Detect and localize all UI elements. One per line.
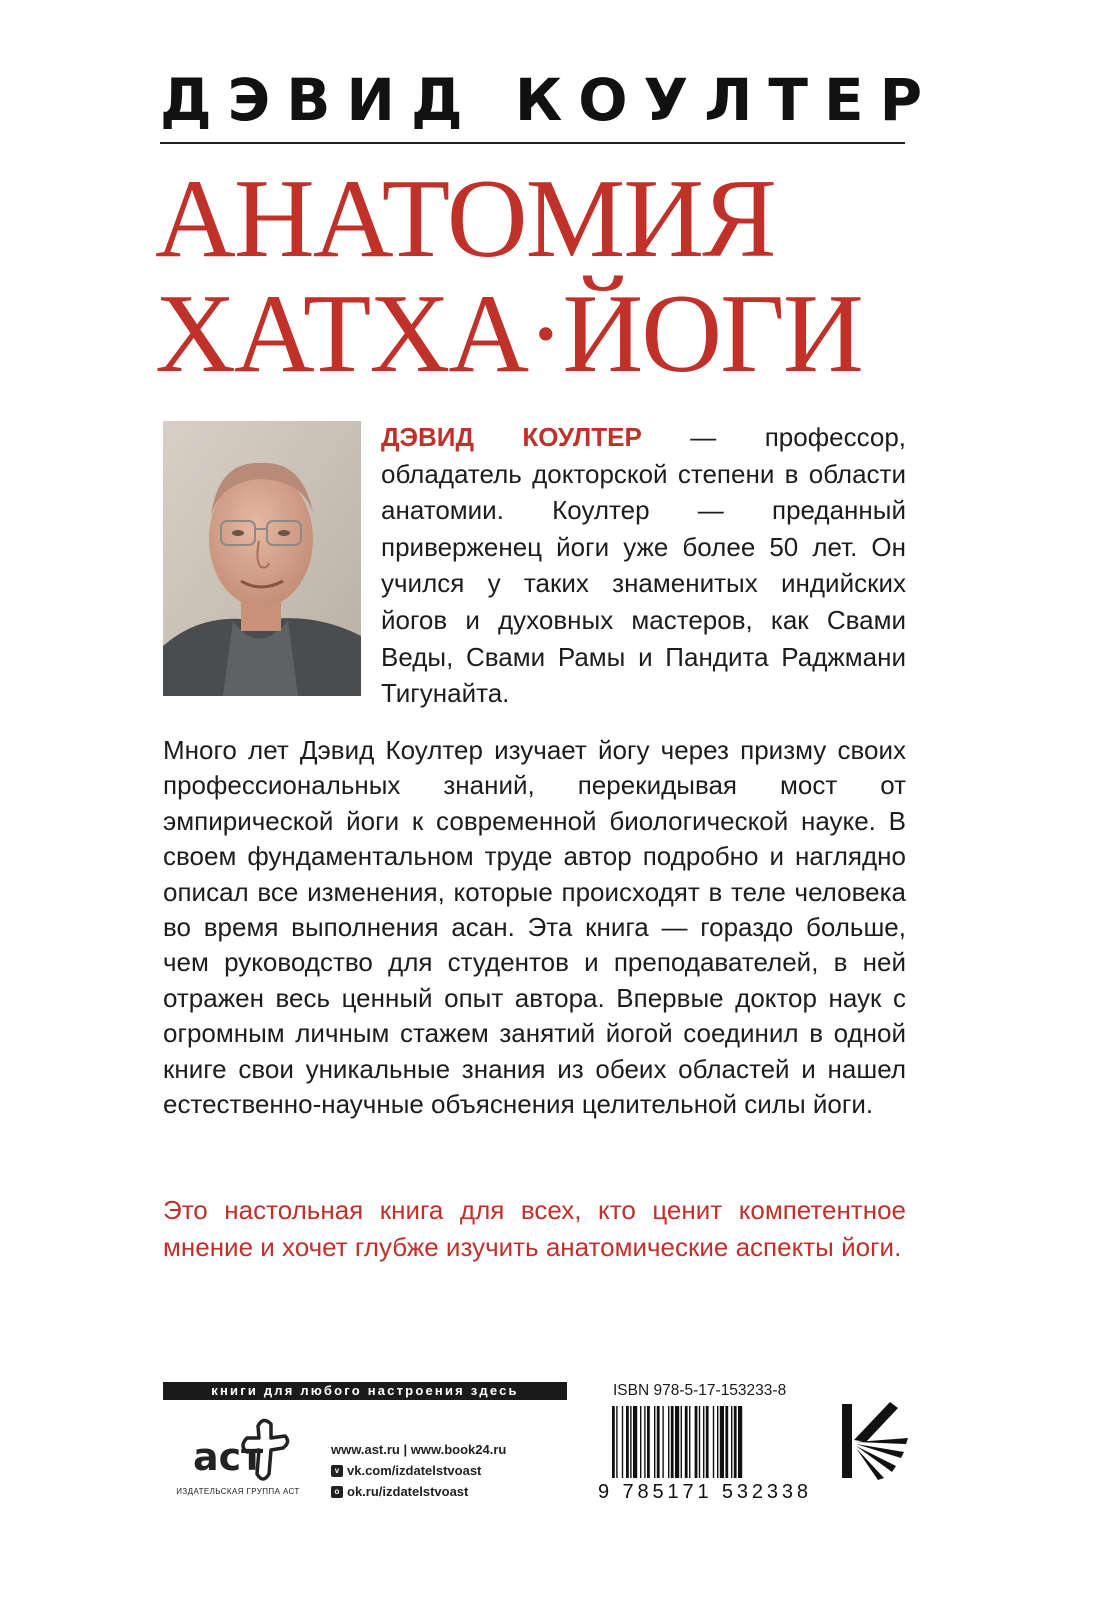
- ok-link[interactable]: o ok.ru/izdatelstvoast: [331, 1481, 571, 1502]
- barcode-bar: [616, 1406, 617, 1478]
- barcode-bar: [720, 1406, 724, 1478]
- barcode-bar: [713, 1406, 714, 1478]
- closing-paragraph: Это настольная книга для всех, кто ценит компетентное мнение и хочет глубже изучить анатомические аспекты йоги.: [163, 1195, 906, 1262]
- author-heading: ДЭВИД КОУЛТЕР: [160, 66, 939, 134]
- publisher-name: ИЗДАТЕЛЬСКАЯ ГРУППА АСТ: [176, 1487, 300, 1496]
- title-line-1: АНАТОМИЯ: [155, 157, 775, 281]
- barcode-bar: [622, 1406, 623, 1478]
- vk-icon: v: [331, 1465, 343, 1477]
- barcode-bar: [706, 1406, 709, 1478]
- vk-link[interactable]: v vk.com/izdatelstvoast: [331, 1460, 571, 1481]
- barcode-bar: [703, 1406, 704, 1478]
- barcode-bar: [657, 1406, 660, 1478]
- barcode-bar: [738, 1406, 742, 1478]
- portrait-image: [163, 421, 361, 696]
- slogan-bar: книги для любого настроения здесь: [163, 1382, 567, 1400]
- barcode-bar: [662, 1406, 663, 1478]
- barcode-bar: [689, 1406, 690, 1478]
- barcode-bar: [640, 1406, 641, 1478]
- barcode-bar: [671, 1406, 674, 1478]
- author-photo: [163, 421, 361, 696]
- description-paragraph: Много лет Дэвид Коултер изучает йогу через призму своих профессиональных знаний, перекидывая мост от эмпирической йоги к современной биологической науке. В своем фундаментальном труде автор подробно и наглядно описал все изменения, которые происходят в теле человека во время выполнения асан. Эта книга — гораздо больше, чем руководство для студентов и преподавателей, в ней отражен весь ценный опыт автора. Впервые доктор наук с огромным личным стажем занятий йогой соединил в одной книге свои уникальные знания из обеих областей и нашел естественно-научные объяснения целительной силы йоги.: [163, 735, 906, 1120]
- barcode-bar: [731, 1406, 732, 1478]
- barcode-bar: [630, 1406, 631, 1478]
- barcode-bar: [668, 1406, 669, 1478]
- k-imprint-logo: [838, 1400, 913, 1482]
- barcode-bar: [675, 1406, 679, 1478]
- barcode-bar: [717, 1406, 718, 1478]
- barcode-bar: [626, 1406, 629, 1478]
- bio-author-name: ДЭВИД КОУЛТЕР: [381, 422, 642, 452]
- isbn-label: ISBN 978-5-17-153233-8: [613, 1382, 787, 1399]
- barcode-digits: 9 785171 532338: [598, 1481, 808, 1502]
- author-bio: [381, 419, 906, 712]
- barcode-bar: [644, 1406, 645, 1478]
- barcode: [598, 1402, 818, 1502]
- ok-icon: o: [331, 1486, 343, 1498]
- website-links[interactable]: www.ast.ru | www.book24.ru: [331, 1442, 507, 1457]
- barcode-bar: [725, 1406, 728, 1478]
- ast-logo-text: аст: [193, 1435, 264, 1479]
- barcode-bar: [647, 1406, 650, 1478]
- barcode-bar: [685, 1406, 688, 1478]
- bio-text: — профессор, обладатель докторской степени в области анатомии. Коултер — преданный приверженец йоги уже более 50 лет. Он учился у таких знаменитых индийских йогов и духовных мастеров, как Свами Веды, Свами Рамы и Пандита Раджмани Тигунайта.: [381, 422, 907, 709]
- author-rule: [160, 142, 905, 144]
- barcode-bar: [612, 1406, 615, 1478]
- title-line-2: ХАТХА·ЙОГИ: [155, 272, 862, 396]
- publisher-links: [331, 1439, 571, 1502]
- barcode-bar: [681, 1406, 682, 1478]
- barcode-bar: [734, 1406, 737, 1478]
- barcode-bar: [654, 1406, 655, 1478]
- barcode-bar: [699, 1406, 700, 1478]
- barcode-bar: [695, 1406, 698, 1478]
- barcode-bar: [633, 1406, 637, 1478]
